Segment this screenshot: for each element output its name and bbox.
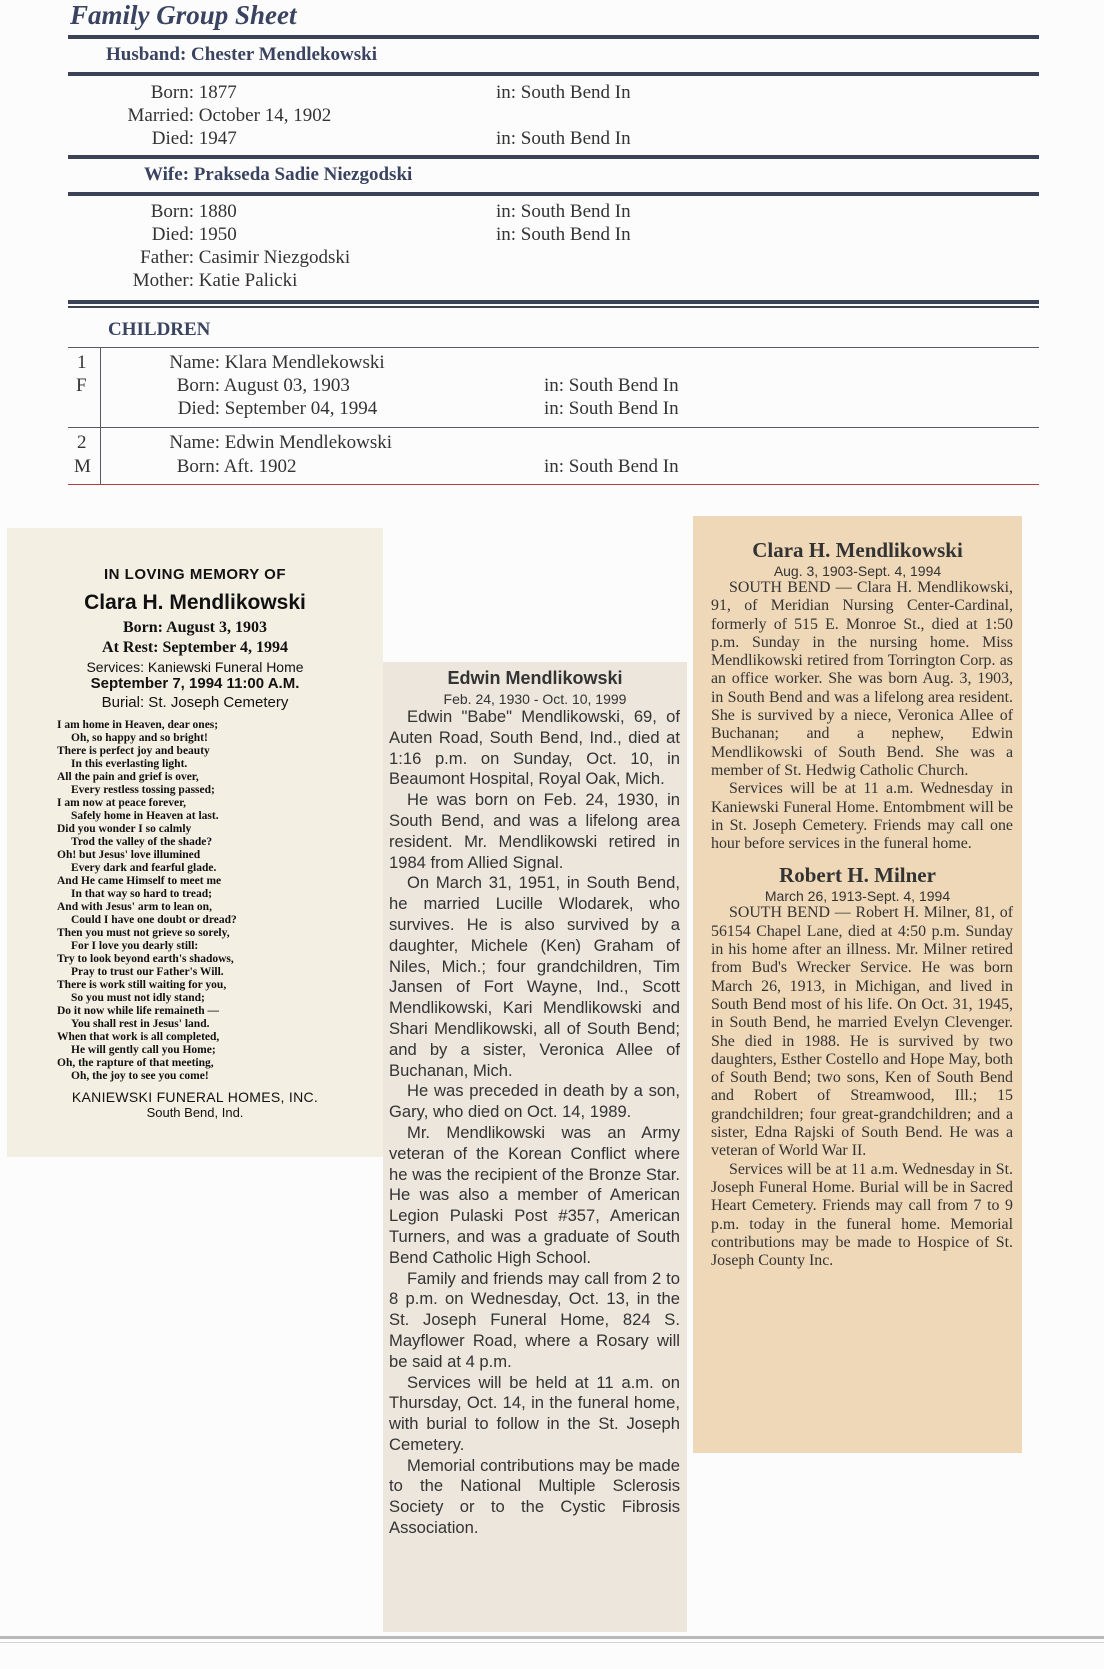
husband-married: October 14, 1902 bbox=[198, 105, 332, 126]
poem-line: Oh, the rapture of that meeting, bbox=[57, 1057, 214, 1069]
memorial-poem bbox=[57, 719, 383, 1083]
memorial-city: South Bend, Ind. bbox=[146, 1105, 244, 1120]
clara-obit-body bbox=[693, 579, 1022, 853]
husband-born: 1877 bbox=[198, 82, 237, 103]
child2-born: Aft. 1902 bbox=[223, 456, 297, 477]
child1-died: September 04, 1994 bbox=[224, 398, 378, 419]
wife-born-row bbox=[0, 201, 237, 223]
poem-line: Every restless tossing passed; bbox=[71, 784, 215, 796]
field-label: Born: bbox=[150, 201, 194, 222]
clara-milner-obituary bbox=[693, 516, 1022, 1453]
poem-line: Trod the valley of the shade? bbox=[71, 836, 213, 848]
clara-obit-name: Clara H. Mendlikowski bbox=[752, 538, 963, 562]
child1-born-place: in: South Bend In bbox=[544, 375, 679, 396]
field-label: Born: bbox=[176, 456, 220, 477]
child2-born-place: in: South Bend In bbox=[544, 456, 679, 477]
children-heading: CHILDREN bbox=[108, 319, 211, 340]
husband-born-place: in: South Bend In bbox=[496, 82, 631, 103]
poem-line: Could I have one doubt or dread? bbox=[71, 914, 237, 926]
page-bottom-edge bbox=[0, 1642, 1104, 1643]
poem-line: Did you wonder I so calmly bbox=[57, 823, 192, 835]
poem-line: So you must not idly stand; bbox=[71, 992, 205, 1004]
memorial-name: Clara H. Mendlikowski bbox=[84, 591, 306, 614]
edwin-obituary bbox=[383, 662, 687, 1632]
wife-mother: Katie Palicki bbox=[198, 270, 298, 291]
poem-line: There is work still waiting for you, bbox=[57, 979, 227, 991]
memorial-card bbox=[7, 528, 383, 1157]
field-label: Father: bbox=[140, 247, 194, 268]
child1-born-row bbox=[0, 375, 350, 397]
wife-label: Wife: bbox=[144, 164, 190, 185]
field-label: Married: bbox=[127, 105, 194, 126]
obit-paragraph: Services will be held at 11 a.m. on Thursday, Oct. 14, in the funeral home, with burial to follow in the St. Joseph Cemetery. bbox=[389, 1372, 680, 1454]
memorial-burial: Burial: St. Joseph Cemetery bbox=[101, 694, 289, 711]
page-bottom-edge bbox=[0, 1636, 1104, 1639]
divider bbox=[68, 484, 1039, 485]
child1-name: Klara Mendlekowski bbox=[224, 352, 385, 373]
obit-paragraph: Family and friends may call from 2 to 8 p.m. on Wednesday, Oct. 13, in the St. Joseph Funeral Home, 824 S. Mayflower Road, where a Rosary will be said at 4 p.m. bbox=[389, 1268, 680, 1371]
divider bbox=[68, 72, 1039, 76]
husband-born-row bbox=[0, 82, 237, 104]
child1-died-place: in: South Bend In bbox=[544, 398, 679, 419]
wife-born: 1880 bbox=[198, 201, 237, 222]
poem-line: He will gently call you Home; bbox=[71, 1044, 216, 1056]
memorial-heading: IN LOVING MEMORY OF bbox=[103, 566, 286, 583]
husband-name: Chester Mendlekowski bbox=[191, 44, 377, 65]
poem-line: And He came Himself to meet me bbox=[57, 875, 222, 887]
field-label: Died: bbox=[151, 224, 194, 245]
edwin-obit-name: Edwin Mendlikowski bbox=[447, 668, 623, 688]
husband-heading bbox=[106, 44, 377, 66]
child1-died-row bbox=[0, 398, 377, 420]
husband-died-place: in: South Bend In bbox=[496, 128, 631, 149]
wife-died-row bbox=[0, 224, 237, 246]
poem-line: There is perfect joy and beauty bbox=[57, 745, 210, 757]
poem-line: Oh, so happy and so bright! bbox=[71, 732, 208, 744]
poem-line: Then you must not grieve so sorely, bbox=[57, 927, 230, 939]
child1-sex: F bbox=[76, 375, 87, 396]
poem-line: Every dark and fearful glade. bbox=[71, 862, 217, 874]
clara-obit-dates: Aug. 3, 1903-Sept. 4, 1994 bbox=[773, 563, 942, 579]
divider bbox=[68, 427, 1039, 428]
edwin-obit-body bbox=[383, 707, 687, 1539]
obit-paragraph: Services will be at 11 a.m. Wednesday in Kaniewski Funeral Home. Entombment will be in St. Joseph Cemetery. Friends may call one hour before services in the funeral home. bbox=[711, 780, 1013, 853]
obit-paragraph: Services will be at 11 a.m. Wednesday in St. Joseph Funeral Home. Burial will be in Sacred Heart Cemetery. Friends may call from 7 to 9 p.m. today in the funeral home. Memorial contributions may be made to Hospice of St. Joseph County Inc. bbox=[711, 1160, 1013, 1270]
poem-line: You shall rest in Jesus' land. bbox=[71, 1018, 210, 1030]
memorial-date: September 7, 1994 11:00 A.M. bbox=[90, 675, 300, 692]
husband-married-row bbox=[0, 105, 331, 127]
sheet-title: Family Group Sheet bbox=[70, 0, 297, 30]
poem-line: Oh! but Jesus' love illumined bbox=[57, 849, 201, 861]
field-label: Name: bbox=[169, 352, 220, 373]
wife-name: Prakseda Sadie Niezgodski bbox=[193, 164, 413, 185]
field-label: Born: bbox=[176, 375, 220, 396]
child2-name: Edwin Mendlekowski bbox=[224, 432, 393, 453]
field-label: Died: bbox=[151, 128, 194, 149]
poem-line: Try to look beyond earth's shadows, bbox=[57, 953, 234, 965]
poem-line: For I love you dearly still: bbox=[71, 940, 199, 952]
memorial-born: Born: August 3, 1903 bbox=[122, 619, 268, 636]
field-label: Mother: bbox=[132, 270, 194, 291]
obit-paragraph: Memorial contributions may be made to the National Multiple Sclerosis Society or to the Cystic Fibrosis Association. bbox=[389, 1455, 680, 1538]
child2-sex: M bbox=[74, 456, 91, 477]
husband-label: Husband: bbox=[106, 44, 187, 65]
husband-died: 1947 bbox=[198, 128, 237, 149]
divider bbox=[68, 300, 1039, 304]
divider bbox=[68, 306, 1039, 308]
wife-died-place: in: South Bend In bbox=[496, 224, 631, 245]
poem-line: When that work is all completed, bbox=[57, 1031, 220, 1043]
wife-father-row bbox=[0, 247, 350, 269]
milner-obit-name: Robert H. Milner bbox=[779, 863, 936, 888]
obit-paragraph: On March 31, 1951, in South Bend, he married Lucille Wlodarek, who survives. He is also survived by a daughter, Michele (Ken) Graham of Niles, Mich.; four grandchildren, Tim Jansen of Fort Wayne, Ind., Scott Mendlikowski, Kari Mendlikowski and Shari Mendlikowski, all of South Bend; and by a sister, Veronica Allee of Buchanan, Mich. bbox=[389, 873, 680, 1080]
divider bbox=[68, 192, 1039, 196]
child1-number: 1 bbox=[77, 352, 87, 373]
divider bbox=[68, 347, 1039, 348]
poem-line: I am home in Heaven, dear ones; bbox=[57, 719, 219, 731]
obit-paragraph: Mr. Mendlikowski was an Army veteran of the Korean Conflict where he was the recipient of the Bronze Star. He was also a member of American Legion Pulaski Post #357, American Turners, and was a graduate of South Bend Catholic High School. bbox=[389, 1122, 680, 1267]
wife-father: Casimir Niezgodski bbox=[198, 247, 351, 268]
wife-mother-row bbox=[0, 270, 297, 292]
wife-born-place: in: South Bend In bbox=[496, 201, 631, 222]
poem-line: And with Jesus' arm to lean on, bbox=[57, 901, 212, 913]
poem-line: Safely home in Heaven at last. bbox=[71, 810, 219, 822]
child2-name-row bbox=[0, 432, 392, 454]
obit-paragraph: He was preceded in death by a son, Gary, who died on Oct. 14, 1989. bbox=[389, 1081, 680, 1122]
milner-obit-dates: March 26, 1913-Sept. 4, 1994 bbox=[764, 888, 951, 905]
poem-line: All the pain and grief is over, bbox=[57, 771, 199, 783]
child2-number: 2 bbox=[77, 432, 87, 453]
obit-paragraph: SOUTH BEND — Clara H. Mendlikowski, 91, of Meridian Nursing Center-Cardinal, formerly of 515 E. Monroe St., died at 1:50 p.m. Sunday in the nursing home. Miss Mendlikowski retired from Torrington Corp. as an office worker. She was born Aug. 3, 1903, in South Bend and was a lifelong area resident. She is survived by a niece, Veronica Allee of Buchanan; and a nephew, Edwin Mendlikowski of South Bend. She was a member of St. Hedwig Catholic Church. bbox=[711, 579, 1013, 779]
milner-obit-body bbox=[693, 904, 1022, 1270]
divider bbox=[68, 35, 1039, 39]
obit-paragraph: SOUTH BEND — Robert H. Milner, 81, of 56154 Chapel Lane, died at 4:50 p.m. Sunday in his home after an illness. Mr. Milner retired from Bud's Wrecker Service. He was born March 26, 1913, in Michigan, and lived in South Bend most of his life. On Oct. 31, 1945, in South Bend, he married Evelyn Clevenger. She died in 1988. He is survived by two daughters, Esther Costello and Hope May, both of South Bend; two sons, Ken of South Bend and Robert of Streamwood, Ill.; 15 grandchildren; four great-grandchildren; and a sister, Edna Rajski of South Bend. He was a veteran of World War II. bbox=[711, 904, 1013, 1160]
obit-paragraph: Edwin "Babe" Mendlikowski, 69, of Auten Road, South Bend, Ind., died at 1:16 p.m. on Sunday, Oct. 10, in Beaumont Hospital, Royal Oak, Mich. bbox=[389, 707, 680, 789]
field-label: Died: bbox=[177, 398, 220, 419]
poem-line: Pray to trust our Father's Will. bbox=[71, 966, 224, 978]
memorial-services: Services: Kaniewski Funeral Home bbox=[86, 659, 304, 675]
memorial-firm: KANIEWSKI FUNERAL HOMES, INC. bbox=[71, 1089, 319, 1105]
memorial-rest: At Rest: September 4, 1994 bbox=[102, 639, 288, 656]
child1-name-row bbox=[0, 352, 385, 374]
divider bbox=[68, 155, 1039, 159]
child1-born: August 03, 1903 bbox=[223, 375, 350, 396]
husband-died-row bbox=[0, 128, 237, 150]
poem-line: I am now at peace forever, bbox=[57, 797, 187, 809]
poem-line: Oh, the joy to see you come! bbox=[71, 1070, 209, 1082]
poem-line: Do it now while life remaineth — bbox=[57, 1005, 220, 1017]
wife-died: 1950 bbox=[198, 224, 237, 245]
poem-line: In this everlasting light. bbox=[71, 758, 188, 770]
wife-heading bbox=[144, 164, 412, 186]
field-label: Name: bbox=[169, 432, 220, 453]
child2-born-row bbox=[0, 456, 297, 478]
obit-paragraph: He was born on Feb. 24, 1930, in South Bend, and was a lifelong area resident. Mr. Mendlikowski retired in 1984 from Allied Signal. bbox=[389, 790, 680, 872]
field-label: Born: bbox=[150, 82, 194, 103]
poem-line: In that way so hard to tread; bbox=[71, 888, 212, 900]
edwin-obit-dates: Feb. 24, 1930 - Oct. 10, 1999 bbox=[443, 691, 627, 707]
